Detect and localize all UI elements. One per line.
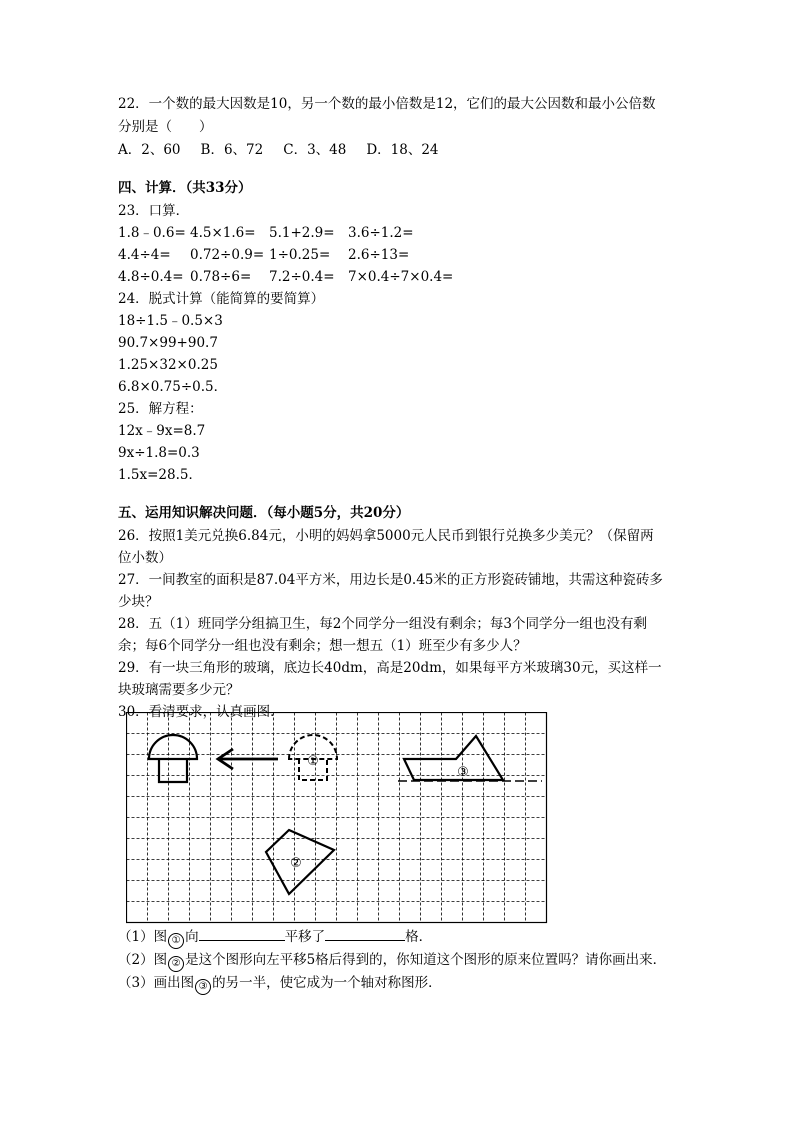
section5-title: 五、运用知识解决问题．（每小题5分，共20分） bbox=[118, 505, 410, 521]
q27-line1: 27．一间教室的面积是87.04平方米，用边长是0.45米的正方形瓷砖铺地，共需这种瓷砖多 bbox=[118, 572, 663, 588]
q22-line2: 分别是（ ） bbox=[118, 119, 213, 135]
circle-number-3: ③ bbox=[195, 979, 211, 995]
q24-item-3: 1.25×32×0.25 bbox=[118, 357, 218, 373]
q23-row-1 bbox=[118, 224, 414, 242]
figure2-label: ② bbox=[290, 856, 302, 871]
q23-label: 23．口算． bbox=[118, 203, 190, 219]
q27-line2: 少块？ bbox=[118, 594, 159, 610]
grid-figure bbox=[126, 712, 548, 924]
q30-sub1 bbox=[118, 928, 432, 949]
q22-option-c: C．3、48 bbox=[283, 142, 347, 158]
figure3-label: ③ bbox=[457, 765, 469, 780]
q29-line2: 块玻璃需要多少元？ bbox=[118, 682, 240, 698]
q30-sub2-text: 是这个图形向左平移5格后得到的，你知道这个图形的原来位置吗？请你画出来． bbox=[185, 952, 667, 968]
q24-label: 24．脱式计算（能简算的要简算） bbox=[118, 291, 325, 307]
q28-line2: 余；每6个同学分一组也没有剩余；想一想五（1）班至少有多少人？ bbox=[118, 638, 527, 654]
figure3-half bbox=[404, 736, 503, 780]
q30-sub1-suffix: 格． bbox=[405, 929, 433, 945]
q23-cell: 2.6÷13= bbox=[348, 247, 410, 263]
q26-line2: 位小数） bbox=[118, 550, 172, 566]
q24-item-4: 6.8×0.75÷0.5． bbox=[118, 379, 228, 395]
q23-cell: 4.5×1.6= bbox=[190, 225, 256, 241]
q24-item-1: 18÷1.5﹣0.5×3 bbox=[118, 313, 223, 329]
mushroom-stem bbox=[159, 759, 187, 782]
q30-sub3-prefix: （3）画出图 bbox=[118, 975, 195, 991]
q30-sub2-prefix: （2）图 bbox=[118, 952, 168, 968]
q23-cell: 4.4÷4= bbox=[118, 247, 171, 263]
q30-sub1-direction-word: 向 bbox=[185, 929, 199, 945]
q23-cell: 7×0.4÷7×0.4= bbox=[348, 269, 454, 285]
q23-cell: 7.2÷0.4= bbox=[269, 269, 335, 285]
q23-cell: 0.78÷6= bbox=[190, 269, 252, 285]
direction-blank[interactable] bbox=[199, 928, 285, 941]
q23-cell: 5.1+2.9= bbox=[269, 225, 335, 241]
q23-cell: 4.8÷0.4= bbox=[118, 269, 184, 285]
q25-item-1: 12x﹣9x=8.7 bbox=[118, 423, 206, 439]
q30-sub3-text: 的另一半，使它成为一个轴对称图形． bbox=[212, 975, 442, 991]
q22-option-d: D．18、24 bbox=[366, 142, 439, 158]
q23-cell: 1÷0.25= bbox=[269, 247, 331, 263]
section4-title: 四、计算．（共33分） bbox=[118, 180, 252, 196]
q29-line1: 29．有一块三角形的玻璃，底边长40dm，高是20dm，如果每平方米玻璃30元，买这样一 bbox=[118, 660, 662, 676]
distance-blank[interactable] bbox=[325, 928, 405, 941]
q25-item-3: 1.5x=28.5． bbox=[118, 467, 202, 483]
q23-cell: 0.72÷0.9= bbox=[190, 247, 265, 263]
q28-line1: 28．五（1）班同学分组搞卫生，每2个同学分一组没有剩余；每3个同学分一组也没有剩 bbox=[118, 616, 647, 632]
q25-item-2: 9x÷1.8=0.3 bbox=[118, 445, 200, 461]
q30-sub1-prefix: （1）图 bbox=[118, 929, 168, 945]
q30-sub1-moved-word: 平移了 bbox=[284, 929, 326, 945]
q22-option-a: A．2、60 bbox=[118, 142, 181, 158]
circle-number-2: ② bbox=[168, 956, 184, 972]
circle-number-1: ① bbox=[168, 933, 184, 949]
q22-option-b: B．6、72 bbox=[200, 142, 264, 158]
q24-item-2: 90.7×99+90.7 bbox=[118, 335, 218, 351]
q26-line1: 26．按照1美元兑换6.84元，小明的妈妈拿5000元人民币到银行兑换多少美元？（保留两 bbox=[118, 528, 654, 544]
q22-line1: 22．一个数的最大因数是10，另一个数的最小倍数是12，它们的最大公因数和最小公倍数 bbox=[118, 96, 656, 112]
q30-sub3 bbox=[118, 974, 442, 995]
q23-row-2 bbox=[118, 246, 409, 264]
q23-row-3 bbox=[118, 268, 453, 286]
q30-label: 30．看清要求，认真画图． bbox=[118, 704, 284, 720]
q23-cell: 3.6÷1.2= bbox=[348, 225, 414, 241]
figure1-label: ① bbox=[307, 754, 319, 769]
q30-sub2 bbox=[118, 951, 666, 972]
grid-lines bbox=[127, 713, 547, 923]
q22-options bbox=[118, 141, 439, 159]
q25-label: 25．解方程： bbox=[118, 401, 203, 417]
q23-cell: 1.8﹣0.6= bbox=[118, 225, 186, 241]
